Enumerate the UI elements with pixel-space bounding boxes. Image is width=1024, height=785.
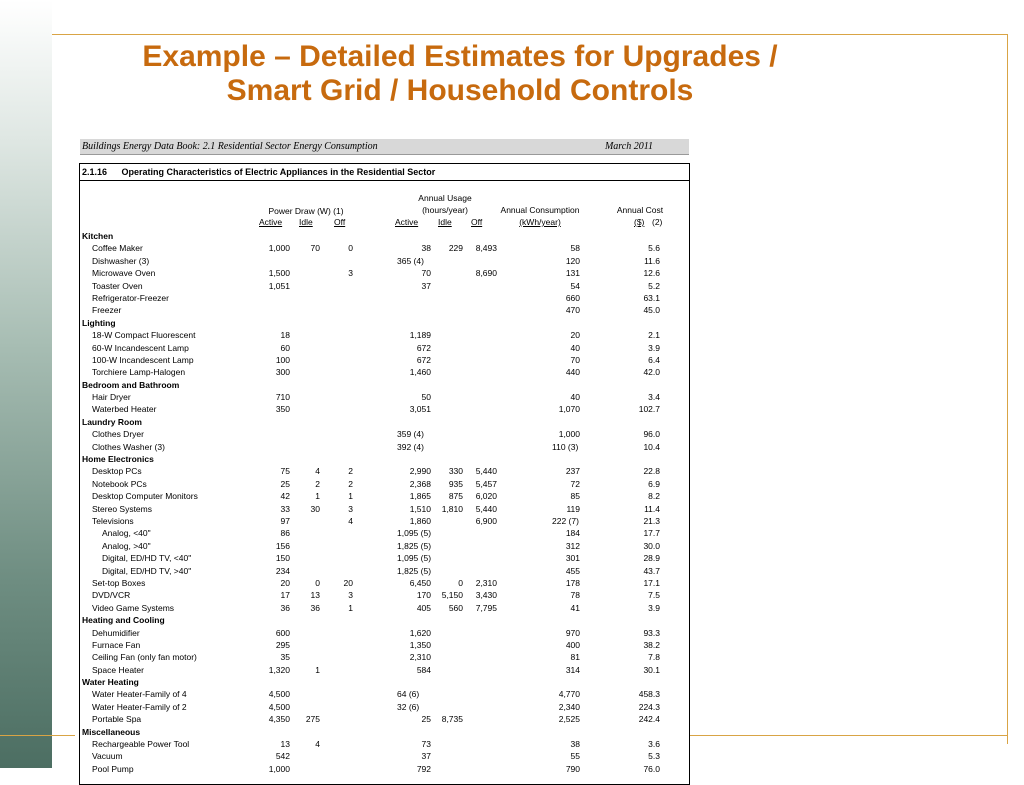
cell-usage-active: 1,095 (5) — [397, 553, 432, 564]
appliance-name: Freezer — [92, 305, 122, 316]
cell-usage-active: 1,510 — [409, 503, 431, 514]
header-usage-off: Off — [471, 217, 483, 227]
data-table — [79, 163, 690, 785]
appliance-name: Clothes Dryer — [92, 429, 144, 440]
cell-consumption: 81 — [570, 652, 580, 663]
cell-cost: 224.3 — [638, 701, 660, 712]
cell-usage-active: 6,450 — [409, 577, 431, 588]
table-row — [80, 366, 689, 378]
cell-consumption: 41 — [570, 602, 580, 613]
appliance-name: DVD/VCR — [92, 590, 131, 601]
category-row — [80, 317, 689, 329]
header-power-draw: Power Draw (W) (1) — [268, 206, 344, 216]
cell-power-active: 36 — [280, 602, 290, 613]
category-label: Laundry Room — [82, 416, 142, 427]
table-row — [80, 441, 689, 453]
cell-power-active: 4,500 — [268, 701, 290, 712]
cell-power-active: 350 — [275, 404, 290, 415]
cell-usage-active: 1,620 — [409, 627, 431, 638]
appliance-name: 100-W Incandescent Lamp — [92, 354, 194, 365]
appliance-name: Stereo Systems — [92, 503, 152, 514]
cell-usage-active: 1,860 — [409, 515, 431, 526]
cell-cost: 21.3 — [643, 515, 660, 526]
table-row — [80, 589, 689, 601]
cell-power-active: 300 — [275, 367, 290, 378]
cell-usage-idle: 330 — [448, 466, 463, 477]
cell-power-active: 100 — [275, 354, 290, 365]
header-annual-usage: Annual Usage — [418, 193, 472, 203]
cell-power-off: 3 — [348, 503, 353, 514]
cell-usage-idle: 8,735 — [441, 714, 463, 725]
table-row — [80, 688, 689, 700]
cell-cost: 43.7 — [643, 565, 660, 576]
table-number: 2.1.16 — [82, 167, 108, 177]
cell-consumption: 40 — [570, 342, 580, 353]
appliance-name: Water Heater-Family of 2 — [92, 701, 187, 712]
header-cost-units: ($) — [634, 217, 645, 227]
table-row — [80, 651, 689, 663]
header-usage-units: (hours/year) — [422, 205, 468, 215]
frame-rule-right — [1007, 34, 1008, 744]
cell-usage-active: 37 — [421, 751, 431, 762]
cell-cost: 5.6 — [648, 243, 660, 254]
cell-consumption: 40 — [570, 392, 580, 403]
table-row — [80, 267, 689, 279]
cell-cost: 6.4 — [648, 354, 660, 365]
cell-consumption: 400 — [565, 639, 580, 650]
appliance-name: Analog, >40" — [102, 540, 151, 551]
cell-consumption: 660 — [565, 292, 580, 303]
cell-usage-active: 3,051 — [409, 404, 431, 415]
cell-usage-idle: 229 — [448, 243, 463, 254]
cell-cost: 5.3 — [648, 751, 660, 762]
table-row — [80, 292, 689, 304]
cell-consumption: 54 — [570, 280, 580, 291]
cell-cost: 17.7 — [643, 528, 660, 539]
frame-rule-top — [52, 34, 1008, 35]
table-row — [80, 478, 689, 490]
cell-power-off: 2 — [348, 466, 353, 477]
cell-power-off: 3 — [348, 268, 353, 279]
cell-power-active: 1,320 — [268, 664, 290, 675]
frame-rule-bottom-right — [690, 735, 1008, 736]
cell-consumption: 4,770 — [558, 689, 580, 700]
table-row — [80, 552, 689, 564]
cell-consumption: 470 — [565, 305, 580, 316]
appliance-name: Microwave Oven — [92, 268, 156, 279]
cell-consumption: 455 — [565, 565, 580, 576]
cell-power-active: 25 — [280, 478, 290, 489]
appliance-name: Desktop Computer Monitors — [92, 491, 198, 502]
header-annual-consumption: Annual Consumption — [500, 205, 580, 215]
cell-cost: 2.1 — [648, 330, 660, 341]
cell-usage-active: 1,350 — [409, 639, 431, 650]
table-row — [80, 280, 689, 292]
cell-power-off: 1 — [348, 491, 353, 502]
cell-cost: 10.4 — [643, 441, 660, 452]
cell-usage-idle: 1,810 — [441, 503, 463, 514]
cell-consumption: 85 — [570, 491, 580, 502]
cell-cost: 8.2 — [648, 491, 660, 502]
cell-cost: 45.0 — [643, 305, 660, 316]
category-label: Miscellaneous — [82, 726, 141, 737]
cell-cost: 42.0 — [643, 367, 660, 378]
header-power-idle: Idle — [299, 217, 313, 227]
appliance-name: Digital, ED/HD TV, <40" — [102, 553, 192, 564]
cell-usage-active: 1,095 (5) — [397, 528, 432, 539]
cell-cost: 22.8 — [643, 466, 660, 477]
cell-consumption: 790 — [565, 763, 580, 774]
cell-usage-off: 5,440 — [475, 503, 497, 514]
cell-power-idle: 4 — [315, 739, 320, 750]
category-label: Kitchen — [82, 231, 114, 241]
cell-usage-active: 1,189 — [409, 330, 431, 341]
appliance-name: 18-W Compact Fluorescent — [92, 330, 196, 341]
cell-cost: 11.4 — [644, 503, 660, 514]
appliance-name: Hair Dryer — [92, 392, 131, 403]
cell-usage-active: 1,825 (5) — [397, 565, 432, 576]
appliance-name: Waterbed Heater — [92, 404, 157, 415]
cell-cost: 6.9 — [648, 478, 660, 489]
category-row — [80, 230, 689, 242]
category-row — [80, 676, 689, 688]
cell-power-active: 17 — [280, 590, 290, 601]
cell-cost: 76.0 — [643, 763, 660, 774]
cell-usage-active: 1,825 (5) — [397, 540, 432, 551]
cell-cost: 3.4 — [648, 392, 660, 403]
table-row — [80, 577, 689, 589]
cell-cost: 12.6 — [643, 268, 660, 279]
appliance-name: Dehumidifier — [92, 627, 140, 638]
cell-consumption: 110 (3) — [552, 441, 579, 452]
cell-power-active: 97 — [280, 515, 290, 526]
cell-power-active: 150 — [275, 553, 290, 564]
cell-usage-off: 6,020 — [475, 491, 497, 502]
document-date: March 2011 — [604, 141, 653, 152]
cell-power-active: 86 — [280, 528, 290, 539]
table-row — [80, 354, 689, 366]
cell-usage-active: 73 — [421, 739, 431, 750]
document-header-bar — [80, 139, 689, 155]
table-row — [80, 627, 689, 639]
cell-usage-active: 392 (4) — [397, 441, 424, 452]
appliance-name: Digital, ED/HD TV, >40" — [102, 565, 192, 576]
header-power-off: Off — [334, 217, 346, 227]
table-row — [80, 750, 689, 762]
appliance-name: Rechargeable Power Tool — [92, 739, 190, 750]
cell-power-idle: 1 — [315, 491, 320, 502]
cell-usage-off: 8,690 — [475, 268, 497, 279]
cell-consumption: 312 — [565, 540, 580, 551]
table-row — [80, 428, 689, 440]
appliance-name: Vacuum — [92, 751, 123, 762]
cell-consumption: 440 — [565, 367, 580, 378]
cell-power-idle: 0 — [315, 577, 320, 588]
slide-title-line-2: Smart Grid / Household Controls — [226, 74, 694, 107]
cell-power-idle: 70 — [310, 243, 320, 254]
cell-power-idle: 36 — [310, 602, 320, 613]
cell-usage-active: 170 — [416, 590, 431, 601]
cell-usage-active: 365 (4) — [397, 255, 424, 266]
table-row — [80, 403, 689, 415]
cell-usage-active: 2,310 — [409, 652, 431, 663]
category-label: Heating and Cooling — [82, 615, 165, 626]
table-title-rule — [80, 180, 689, 181]
cell-cost: 93.3 — [643, 627, 660, 638]
table-title-text: Operating Characteristics of Electric Appliances in the Residential Sector — [121, 167, 436, 177]
cell-power-idle: 1 — [315, 664, 320, 675]
cell-power-active: 234 — [275, 565, 290, 576]
frame-rule-bottom-left — [0, 735, 75, 736]
table-row — [80, 515, 689, 527]
cell-consumption: 38 — [570, 739, 580, 750]
cell-usage-active: 584 — [416, 664, 431, 675]
cell-consumption: 237 — [565, 466, 580, 477]
cell-power-idle: 275 — [305, 714, 320, 725]
cell-consumption: 970 — [565, 627, 580, 638]
cell-consumption: 119 — [566, 503, 580, 514]
cell-power-active: 33 — [280, 503, 290, 514]
appliance-name: Pool Pump — [92, 763, 134, 774]
decorative-side-band — [0, 0, 52, 768]
header-power-active: Active — [259, 217, 283, 227]
cell-cost: 38.2 — [643, 639, 660, 650]
category-label: Water Heating — [82, 677, 139, 688]
cell-power-active: 35 — [280, 652, 290, 663]
cell-power-active: 75 — [280, 466, 290, 477]
cell-usage-idle: 875 — [448, 491, 463, 502]
table-row — [80, 465, 689, 477]
cell-consumption: 1,070 — [558, 404, 580, 415]
cell-usage-off: 2,310 — [475, 577, 497, 588]
cell-power-active: 1,000 — [268, 243, 290, 254]
cell-power-idle: 13 — [310, 590, 320, 601]
cell-cost: 30.1 — [643, 664, 660, 675]
cell-cost: 458.3 — [638, 689, 660, 700]
cell-power-off: 4 — [348, 515, 353, 526]
table-row — [80, 490, 689, 502]
cell-consumption: 314 — [565, 664, 580, 675]
cell-cost: 3.6 — [648, 739, 660, 750]
cell-power-active: 42 — [280, 491, 290, 502]
table-row — [80, 329, 689, 341]
cell-usage-idle: 0 — [458, 577, 463, 588]
cell-usage-active: 672 — [416, 342, 431, 353]
table-row — [80, 391, 689, 403]
cell-consumption: 120 — [565, 255, 580, 266]
cell-usage-off: 3,430 — [475, 590, 497, 601]
cell-power-active: 1,000 — [268, 763, 290, 774]
cell-usage-off: 7,795 — [475, 602, 497, 613]
cell-usage-active: 1,865 — [409, 491, 431, 502]
cell-power-active: 4,500 — [268, 689, 290, 700]
cell-power-active: 710 — [275, 392, 290, 403]
cell-power-off: 2 — [348, 478, 353, 489]
cell-power-active: 600 — [275, 627, 290, 638]
category-label: Lighting — [82, 317, 116, 328]
table-row — [80, 701, 689, 713]
cell-cost: 5.2 — [648, 280, 660, 291]
header-usage-active: Active — [395, 217, 419, 227]
table-row — [80, 342, 689, 354]
table-row — [80, 527, 689, 539]
slide-title-line-1: Example – Detailed Estimates for Upgrades / — [142, 40, 778, 73]
cell-usage-idle: 5,150 — [441, 590, 463, 601]
cell-consumption: 222 (7) — [552, 515, 579, 526]
table-row — [80, 738, 689, 750]
cell-usage-active: 70 — [421, 268, 431, 279]
cell-cost: 30.0 — [643, 540, 660, 551]
appliance-name: Portable Spa — [92, 714, 142, 725]
cell-power-active: 18 — [280, 330, 290, 341]
table-row — [80, 664, 689, 676]
appliance-name: Analog, <40" — [102, 528, 151, 539]
cell-usage-active: 25 — [421, 714, 431, 725]
cell-consumption: 131 — [565, 268, 580, 279]
appliance-name: Refrigerator-Freezer — [92, 292, 169, 303]
slide-title — [60, 40, 860, 108]
cell-usage-active: 672 — [416, 354, 431, 365]
cell-cost: 7.8 — [648, 652, 660, 663]
cell-usage-off: 8,493 — [475, 243, 497, 254]
appliance-name: Ceiling Fan (only fan motor) — [92, 652, 197, 663]
cell-consumption: 70 — [570, 354, 580, 365]
cell-cost: 7.5 — [648, 590, 660, 601]
cell-consumption: 2,340 — [558, 701, 580, 712]
cell-cost: 11.6 — [644, 255, 660, 266]
cell-consumption: 78 — [570, 590, 580, 601]
category-row — [80, 726, 689, 738]
cell-consumption: 20 — [570, 330, 580, 341]
cell-usage-active: 405 — [416, 602, 431, 613]
header-cost-note: (2) — [652, 217, 663, 227]
cell-power-active: 20 — [280, 577, 290, 588]
appliance-name: Coffee Maker — [92, 243, 143, 254]
table-row — [80, 242, 689, 254]
cell-usage-off: 5,440 — [475, 466, 497, 477]
table-row — [80, 713, 689, 725]
cell-usage-active: 32 (6) — [397, 701, 420, 712]
cell-power-idle: 4 — [315, 466, 320, 477]
cell-power-off: 1 — [348, 602, 353, 613]
header-annual-cost: Annual Cost — [616, 205, 664, 215]
cell-cost: 3.9 — [648, 342, 660, 353]
appliance-name: Space Heater — [92, 664, 144, 675]
appliance-name: Video Game Systems — [92, 602, 175, 613]
appliance-name: Toaster Oven — [92, 280, 143, 291]
cell-usage-active: 64 (6) — [397, 689, 420, 700]
appliance-name: 60-W Incandescent Lamp — [92, 342, 189, 353]
cell-usage-active: 50 — [421, 392, 431, 403]
table-row — [80, 639, 689, 651]
cell-power-off: 0 — [348, 243, 353, 254]
cell-power-idle: 2 — [315, 478, 320, 489]
table-body — [80, 230, 689, 775]
document-source: Buildings Energy Data Book: 2.1 Residential Sector Energy Consumption — [82, 141, 378, 152]
cell-power-active: 60 — [280, 342, 290, 353]
category-label: Bedroom and Bathroom — [82, 379, 180, 390]
appliance-name: Dishwasher (3) — [92, 255, 150, 266]
cell-cost: 242.4 — [638, 714, 660, 725]
appliance-name: Televisions — [92, 515, 134, 526]
appliance-name: Set-top Boxes — [92, 577, 146, 588]
category-row — [80, 379, 689, 391]
table-row — [80, 304, 689, 316]
cell-usage-off: 6,900 — [475, 515, 497, 526]
cell-usage-active: 2,368 — [409, 478, 431, 489]
table-row — [80, 602, 689, 614]
table-row — [80, 503, 689, 515]
cell-usage-active: 38 — [421, 243, 431, 254]
cell-usage-active: 2,990 — [409, 466, 431, 477]
appliance-name: Water Heater-Family of 4 — [92, 689, 187, 700]
cell-consumption: 178 — [565, 577, 580, 588]
appliance-name: Torchiere Lamp-Halogen — [92, 367, 186, 378]
cell-consumption: 58 — [570, 243, 580, 254]
cell-usage-off: 5,457 — [475, 478, 497, 489]
cell-consumption: 2,525 — [558, 714, 580, 725]
cell-power-active: 1,051 — [268, 280, 290, 291]
category-row — [80, 453, 689, 465]
table-row — [80, 763, 689, 775]
cell-usage-idle: 560 — [448, 602, 463, 613]
cell-power-active: 156 — [275, 540, 290, 551]
category-label: Home Electronics — [82, 454, 154, 465]
cell-cost: 102.7 — [638, 404, 660, 415]
cell-usage-active: 792 — [416, 763, 431, 774]
cell-power-active: 295 — [275, 639, 290, 650]
appliance-name: Notebook PCs — [92, 478, 147, 489]
cell-consumption: 301 — [565, 553, 580, 564]
cell-cost: 63.1 — [643, 292, 660, 303]
cell-consumption: 1,000 — [558, 429, 580, 440]
cell-cost: 3.9 — [648, 602, 660, 613]
cell-usage-active: 359 (4) — [397, 429, 424, 440]
cell-usage-idle: 935 — [448, 478, 463, 489]
table-row — [80, 565, 689, 577]
cell-power-active: 4,350 — [268, 714, 290, 725]
cell-consumption: 55 — [570, 751, 580, 762]
cell-usage-active: 37 — [421, 280, 431, 291]
cell-power-off: 20 — [343, 577, 353, 588]
cell-cost: 17.1 — [643, 577, 660, 588]
header-usage-idle: Idle — [438, 217, 452, 227]
header-consumption-units: (kWh/year) — [519, 217, 561, 227]
category-row — [80, 614, 689, 626]
cell-cost: 28.9 — [643, 553, 660, 564]
appliance-name: Clothes Washer (3) — [92, 441, 165, 452]
table-title — [82, 167, 435, 177]
appliance-name: Desktop PCs — [92, 466, 142, 477]
appliance-name: Furnace Fan — [92, 639, 141, 650]
table-row — [80, 255, 689, 267]
table-row — [80, 540, 689, 552]
cell-consumption: 184 — [565, 528, 580, 539]
cell-power-active: 542 — [275, 751, 290, 762]
cell-usage-active: 1,460 — [409, 367, 431, 378]
cell-power-off: 3 — [348, 590, 353, 601]
cell-power-idle: 30 — [310, 503, 320, 514]
category-row — [80, 416, 689, 428]
cell-power-active: 1,500 — [268, 268, 290, 279]
cell-power-active: 13 — [280, 739, 290, 750]
cell-consumption: 72 — [570, 478, 580, 489]
cell-cost: 96.0 — [643, 429, 660, 440]
